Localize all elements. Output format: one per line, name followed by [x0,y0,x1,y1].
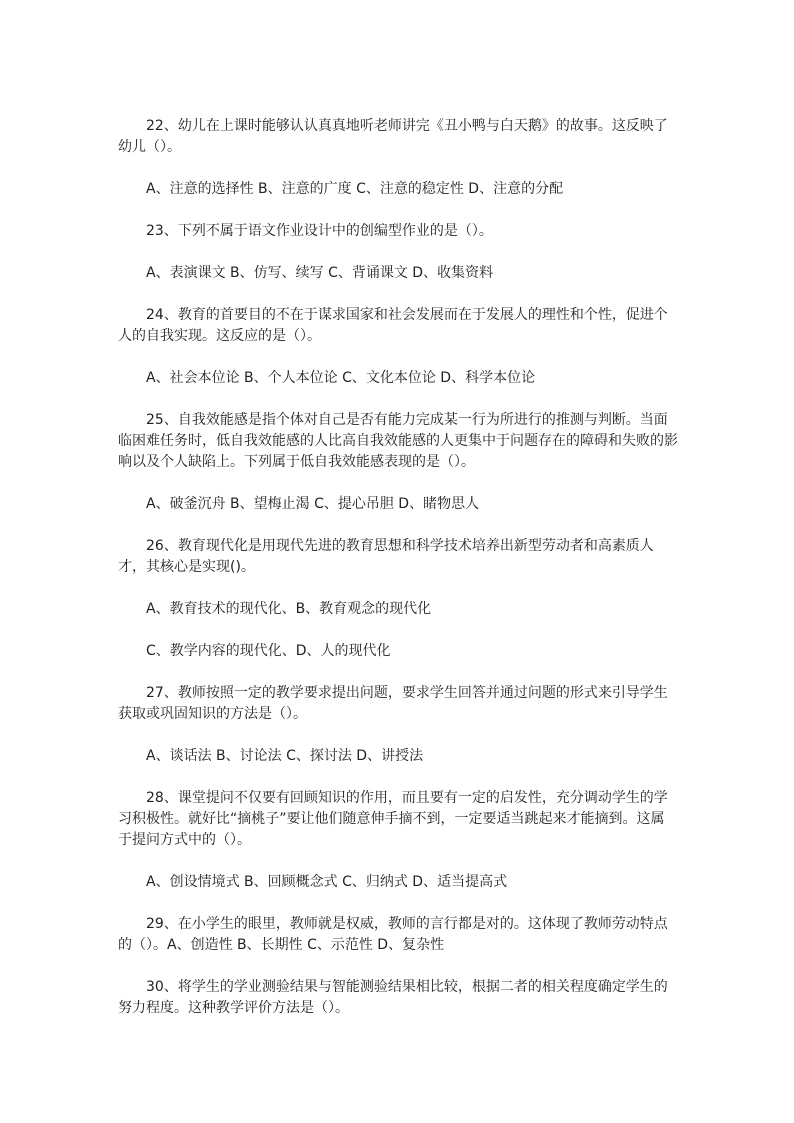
question-25-stem: 25、自我效能感是指个体对自己是否有能力完成某一行为所进行的推测与判断。当面临困难任务时，低自我效能感的人比高自我效能感的人更集中于问题存在的障碍和失败的影响以及个人缺陷上。下列属于低自我效能感表现的是（）。 [118,412,678,470]
question-28-options: A、创设情境式 B、回顾概念式 C、归纳式 D、适当提高式 [146,874,508,890]
question-24-stem: 24、教育的首要目的不在于谋求国家和社会发展而在于发展人的理性和个性，促进个人的自我实现。这反应的是（）。 [118,307,668,344]
question-26-options-ab: A、教育技术的现代化、B、教育观念的现代化 [146,601,432,617]
question-27-stem: 27、教师按照一定的教学要求提出问题，要求学生回答并通过问题的形式来引导学生获取或巩固知识的方法是（）。 [118,685,668,722]
question-23-options: A、表演课文 B、仿写、续写 C、背诵课文 D、收集资料 [146,265,494,281]
question-23-stem: 23、下列不属于语文作业设计中的创编型作业的是（）。 [146,223,493,239]
question-30-stem: 30、将学生的学业测验结果与智能测验结果相比较，根据二者的相关程度确定学生的努力程度。这种教学评价方法是（）。 [118,979,668,1016]
question-26-options-cd: C、教学内容的现代化、D、人的现代化 [146,643,391,659]
question-29-stem: 29、在小学生的眼里，教师就是权威，教师的言行都是对的。这体现了教师劳动特点的（）。A、创造性 B、长期性 C、示范性 D、复杂性 [118,916,668,953]
question-22-stem: 22、幼儿在上课时能够认认真真地听老师讲完《丑小鸭与白天鹅》的故事。这反映了幼儿（）。 [118,118,668,155]
question-26-stem: 26、教育现代化是用现代先进的教育思想和科学技术培养出新型劳动者和高素质人才，其核心是实现()。 [118,538,654,575]
question-24-options: A、社会本位论 B、个人本位论 C、文化本位论 D、科学本位论 [146,370,536,386]
question-27-options: A、谈话法 B、讨论法 C、探讨法 D、讲授法 [146,748,424,764]
document-page [118,116,678,1019]
question-28-stem: 28、课堂提问不仅要有回顾知识的作用，而且要有一定的启发性，充分调动学生的学习积极性。就好比“摘桃子”要让他们随意伸手摘不到，一定要适当跳起来才能摘到。这属于提问方式中的（）。 [118,790,668,848]
question-25-options: A、破釜沉舟 B、望梅止渴 C、提心吊胆 D、睹物思人 [146,496,480,512]
question-22-options: A、注意的选择性 B、注意的广度 C、注意的稳定性 D、注意的分配 [146,181,564,197]
